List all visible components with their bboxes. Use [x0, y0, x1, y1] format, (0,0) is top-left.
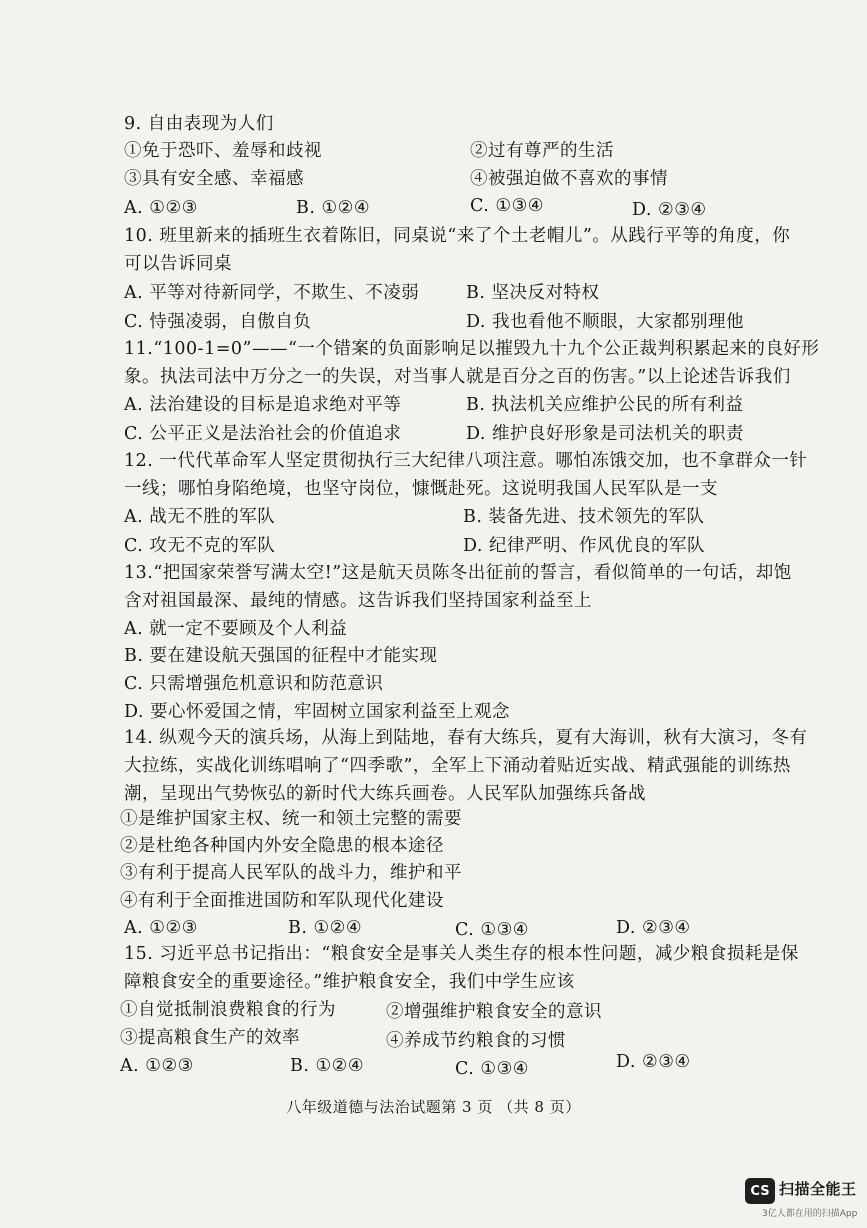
watermark-brand: 扫描全能王	[779, 1180, 857, 1198]
q11-choice-a: A. 法治建设的目标是追求绝对平等	[124, 395, 402, 415]
page-footer: 八年级道德与法治试题第 3 页 （共 8 页）	[286, 1098, 581, 1116]
q11-stem-line1: 11.“100-1=0”——“一个错案的负面影响足以摧毁九十九个公正裁判积累起来的良好形	[124, 339, 820, 359]
camscanner-logo-icon: CS	[745, 1178, 775, 1204]
q13-choice-c: C. 只需增强危机意识和防范意识	[124, 674, 384, 694]
watermark-slogan: 3亿人都在用的扫描App	[762, 1209, 858, 1219]
q13-choice-a: A. 就一定不要顾及个人利益	[124, 619, 348, 639]
q14-option-4: ④有利于全面推进国防和军队现代化建设	[120, 891, 444, 911]
q15-stem-line2: 障粮食安全的重要途径。”维护粮食安全，我们中学生应该	[124, 972, 575, 992]
q10-choice-b: B. 坚决反对特权	[466, 283, 600, 303]
q9-choice-b: B. ①②④	[296, 198, 371, 218]
q15-choice-b: B. ①②④	[290, 1056, 365, 1076]
q14-choice-b: B. ①②④	[288, 918, 363, 938]
q14-choice-d: D. ②③④	[616, 918, 691, 938]
q15-option-1: ①自觉抵制浪费粮食的行为	[120, 1000, 336, 1020]
q13-stem-line2: 含对祖国最深、最纯的情感。这告诉我们坚持国家利益至上	[124, 591, 592, 611]
q13-choice-d: D. 要心怀爱国之情，牢固树立国家利益至上观念	[124, 702, 511, 722]
q9-option-2: ②过有尊严的生活	[470, 141, 614, 161]
q14-stem-line3: 潮，呈现出气势恢弘的新时代大练兵画卷。人民军队加强练兵备战	[124, 784, 646, 804]
q9-stem: 9. 自由表现为人们	[124, 114, 274, 134]
q14-choice-a: A. ①②③	[124, 918, 198, 938]
q14-stem-line1: 14. 纵观今天的演兵场，从海上到陆地，春有大练兵，夏有大海训，秋有大演习，冬有	[124, 728, 808, 748]
q14-option-2: ②是杜绝各种国内外安全隐患的根本途径	[120, 836, 444, 856]
q10-stem-line1: 10. 班里新来的插班生衣着陈旧，同桌说“来了个土老帽儿”。从践行平等的角度，你	[124, 226, 791, 246]
q12-choice-b: B. 装备先进、技术领先的军队	[463, 507, 705, 527]
q12-stem-line2: 一线；哪怕身陷绝境，也坚守岗位，慷慨赴死。这说明我国人民军队是一支	[124, 479, 718, 499]
q15-option-3: ③提高粮食生产的效率	[120, 1028, 300, 1048]
q14-stem-line2: 大拉练，实战化训练唱响了“四季歌”，全军上下涌动着贴近实战、精武强能的训练热	[124, 756, 791, 776]
q14-option-3: ③有利于提高人民军队的战斗力，维护和平	[120, 863, 462, 883]
q11-choice-d: D. 维护良好形象是司法机关的职责	[466, 424, 745, 444]
q9-choice-c: C. ①③④	[470, 196, 544, 216]
q14-option-1: ①是维护国家主权、统一和领土完整的需要	[120, 809, 462, 829]
q12-stem-line1: 12. 一代代革命军人坚定贯彻执行三大纪律八项注意。哪怕冻饿交加，也不拿群众一针	[124, 451, 808, 471]
q10-choice-c: C. 恃强凌弱，自傲自负	[124, 312, 312, 332]
q15-choice-d: D. ②③④	[616, 1052, 691, 1072]
q9-option-4: ④被强迫做不喜欢的事情	[470, 169, 668, 189]
q12-choice-a: A. 战无不胜的军队	[124, 507, 276, 527]
q10-stem-line2: 可以告诉同桌	[124, 254, 232, 274]
q11-choice-c: C. 公平正义是法治社会的价值追求	[124, 424, 402, 444]
q9-choice-d: D. ②③④	[632, 200, 707, 220]
q15-option-4: ④养成节约粮食的习惯	[386, 1031, 566, 1051]
q11-stem-line2: 象。执法司法中万分之一的失误，对当事人就是百分之百的伤害。”以上论述告诉我们	[124, 367, 791, 387]
q11-choice-b: B. 执法机关应维护公民的所有利益	[466, 395, 744, 415]
q15-choice-c: C. ①③④	[455, 1059, 529, 1079]
q14-choice-c: C. ①③④	[455, 920, 529, 940]
q13-stem-line1: 13.“把国家荣誉写满太空!”这是航天员陈冬出征前的誓言，看似简单的一句话，却饱	[124, 563, 792, 583]
q9-choice-a: A. ①②③	[124, 198, 198, 218]
q13-choice-b: B. 要在建设航天强国的征程中才能实现	[124, 646, 438, 666]
q12-choice-c: C. 攻无不克的军队	[124, 536, 276, 556]
q10-choice-a: A. 平等对待新同学，不欺生、不凌弱	[124, 283, 420, 303]
q12-choice-d: D. 纪律严明、作风优良的军队	[463, 536, 706, 556]
q9-option-3: ③具有安全感、幸福感	[124, 169, 304, 189]
q15-option-2: ②增强维护粮食安全的意识	[386, 1002, 602, 1022]
q9-option-1: ①免于恐吓、羞辱和歧视	[124, 141, 322, 161]
q15-stem-line1: 15. 习近平总书记指出：“粮食安全是事关人类生存的根本性问题，减少粮食损耗是保	[124, 944, 799, 964]
q10-choice-d: D. 我也看他不顺眼，大家都别理他	[466, 312, 745, 332]
q15-choice-a: A. ①②③	[120, 1056, 194, 1076]
